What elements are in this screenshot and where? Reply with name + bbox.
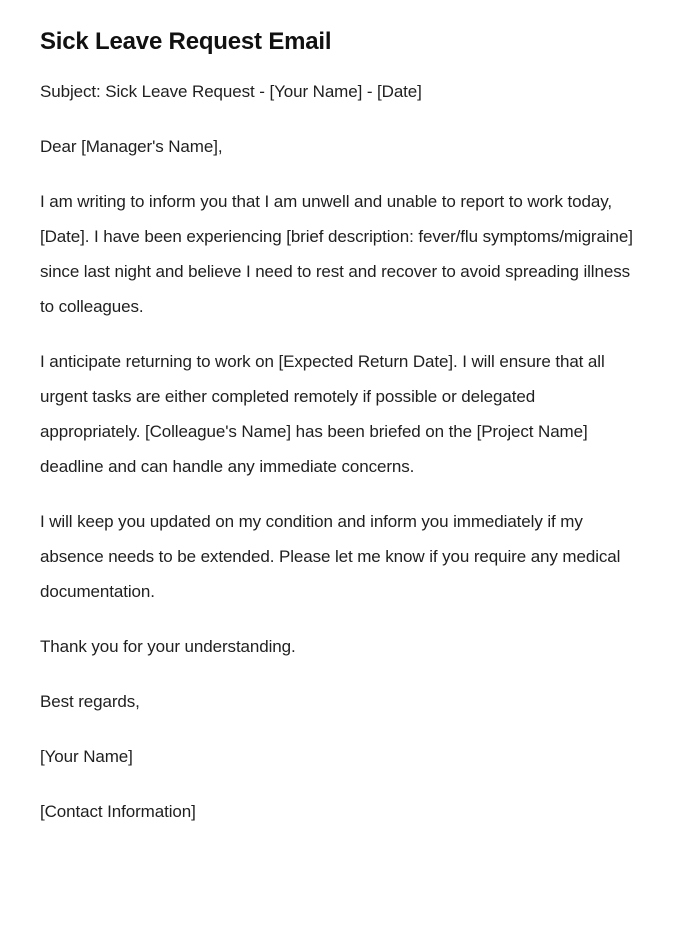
signoff: Best regards,	[40, 692, 140, 711]
body-paragraph-3: I will keep you updated on my condition and inform you immediately if my absence needs to be extended. Please let me know if you require any medical documentation.	[40, 512, 621, 601]
subject-line: Subject: Sick Leave Request - [Your Name] - [Date]	[40, 82, 422, 101]
body-paragraph-1: I am writing to inform you that I am unwell and unable to report to work today, [Date]. I have been experiencing [brief description: fever/flu symptoms/migraine] since last night and believe I need to rest and recover to avoid spreading illness to colleagues.	[40, 192, 633, 316]
closing-thanks: Thank you for your understanding.	[40, 637, 296, 656]
salutation: Dear [Manager's Name],	[40, 137, 223, 156]
signature-name: [Your Name]	[40, 747, 133, 766]
page-title: Sick Leave Request Email	[40, 28, 332, 55]
body-paragraph-2: I anticipate returning to work on [Expected Return Date]. I will ensure that all urgent tasks are either completed remotely if possible or delegated appropriately. [Colleague's Name] has been briefed on the [Project Name] deadline and can handle any immediate concerns.	[40, 352, 605, 476]
signature-contact: [Contact Information]	[40, 802, 196, 821]
